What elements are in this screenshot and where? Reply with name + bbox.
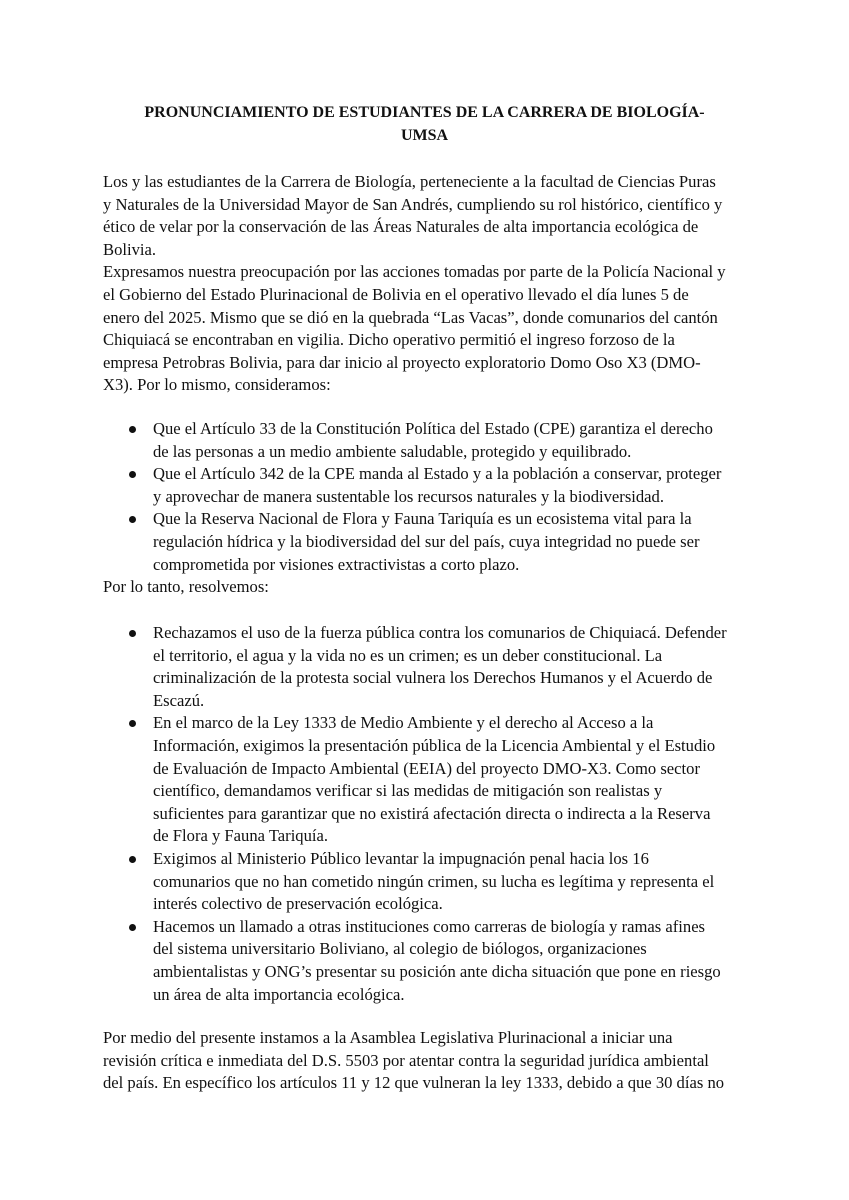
text-line: Los y las estudiantes de la Carrera de Biología, perteneciente a la facultad de Ciencias Puras [103, 172, 716, 191]
resolution-item [103, 712, 753, 848]
resolution-item [103, 848, 753, 916]
text-line: Bolivia. [103, 239, 157, 259]
text-line: Exigimos al Ministerio Público levantar la impugnación penal hacia los 16 [153, 848, 649, 868]
document-title [103, 101, 746, 147]
title-line: UMSA [400, 127, 449, 144]
text-line: empresa Petrobras Bolivia, para dar inicio al proyecto exploratorio Domo Oso X3 (DMO- [103, 352, 701, 372]
text-line: Rechazamos el uso de la fuerza pública contra los comunarios de Chiquiacá. Defender [153, 623, 727, 642]
consideration-item [103, 508, 753, 576]
consideration-item [103, 463, 753, 508]
consideration-item [103, 418, 753, 463]
text-line: Que el Artículo 33 de la Constitución Política del Estado (CPE) garantiza el derecho [153, 419, 713, 438]
text-line: Chiquiacá se encontraban en vigilia. Dicho operativo permitió el ingreso forzoso de la [103, 330, 675, 350]
text-line: científico, demandamos verificar si las medidas de mitigación son realistas y [153, 781, 663, 801]
bullet-icon [129, 720, 136, 727]
title-line: PRONUNCIAMIENTO DE ESTUDIANTES DE LA CARRERA DE BIOLOGÍA- [144, 104, 705, 121]
text-line: X3). Por lo mismo, consideramos: [103, 375, 331, 395]
text-line: En el marco de la Ley 1333 de Medio Ambiente y el derecho al Acceso a la [153, 713, 654, 733]
resolutions-list [103, 622, 753, 1006]
resolve-intro [103, 576, 753, 599]
text-line: el territorio, el agua y la vida no es un crimen; es un deber constitucional. La [153, 645, 663, 665]
text-line: regulación hídrica y la biodiversidad del sur del país, cuya integridad no puede ser [153, 531, 700, 551]
text-line: criminalización de la protesta social vulnera los Derechos Humanos y el Acuerdo de [153, 668, 713, 688]
text-line: de las personas a un medio ambiente saludable, protegido y equilibrado. [153, 441, 632, 461]
bullet-icon [129, 426, 136, 433]
text-line: de Flora y Fauna Tariquía. [153, 826, 329, 846]
considerations-list [103, 418, 753, 576]
text-line: del sistema universitario Boliviano, al colegio de biólogos, organizaciones [153, 939, 647, 959]
text-line: suficientes para garantizar que no existirá afectación directa o indirecta a la Reserva [153, 803, 711, 823]
text-line: Que el Artículo 342 de la CPE manda al Estado y a la población a conservar, proteger [153, 464, 722, 484]
bullet-icon [129, 924, 136, 931]
text-line: comprometida por visiones extractivistas a corto plazo. [153, 554, 520, 574]
text-line: y aprovechar de manera sustentable los recursos naturales y la biodiversidad. [153, 486, 664, 506]
text-line: del país. En específico los artículos 11 y 12 que vulneran la ley 1333, debido a que 30 días no [103, 1073, 725, 1093]
closing-paragraph [103, 1027, 753, 1095]
bullet-icon [129, 630, 136, 637]
text-line: revisión crítica e inmediata del D.S. 5503 por atentar contra la seguridad jurídica ambiental [103, 1050, 709, 1070]
text-line: Por lo tanto, resolvemos: [103, 577, 269, 596]
text-line: Información, exigimos la presentación pública de la Licencia Ambiental y el Estudio [153, 735, 716, 755]
text-line: de Evaluación de Impacto Ambiental (EEIA) del proyecto DMO-X3. Como sector [153, 758, 700, 778]
text-line: un área de alta importancia ecológica. [153, 984, 405, 1004]
resolution-item [103, 622, 753, 712]
text-line: ético de velar por la conservación de las Áreas Naturales de alta importancia ecológica de [103, 217, 699, 237]
bullet-icon [129, 516, 136, 523]
text-line: y Naturales de la Universidad Mayor de San Andrés, cumpliendo su rol histórico, científico y [103, 194, 723, 214]
text-line: Que la Reserva Nacional de Flora y Fauna Tariquía es un ecosistema vital para la [153, 509, 692, 529]
text-line: el Gobierno del Estado Plurinacional de Bolivia en el operativo llevado el día lunes 5 de [103, 284, 689, 304]
text-line: enero del 2025. Mismo que se dió en la quebrada “Las Vacas”, donde comunarios del cantón [103, 307, 718, 327]
text-line: Expresamos nuestra preocupación por las acciones tomadas por parte de la Policía Nacional y [103, 262, 726, 282]
bullet-icon [129, 856, 136, 863]
text-line: Por medio del presente instamos a la Asamblea Legislativa Plurinacional a iniciar una [103, 1028, 673, 1047]
text-line: Escazú. [153, 690, 205, 710]
text-line: interés colectivo de preservación ecológica. [153, 894, 443, 914]
text-line: Hacemos un llamado a otras instituciones como carreras de biología y ramas afines [153, 916, 706, 936]
resolution-item [103, 916, 753, 1006]
text-line: comunarios que no han cometido ningún crimen, su lucha es legítima y representa el [153, 871, 715, 891]
intro-paragraph [103, 171, 753, 397]
text-line: ambientalistas y ONG’s presentar su posición ante dicha situación que pone en riesgo [153, 961, 721, 981]
bullet-icon [129, 471, 136, 478]
